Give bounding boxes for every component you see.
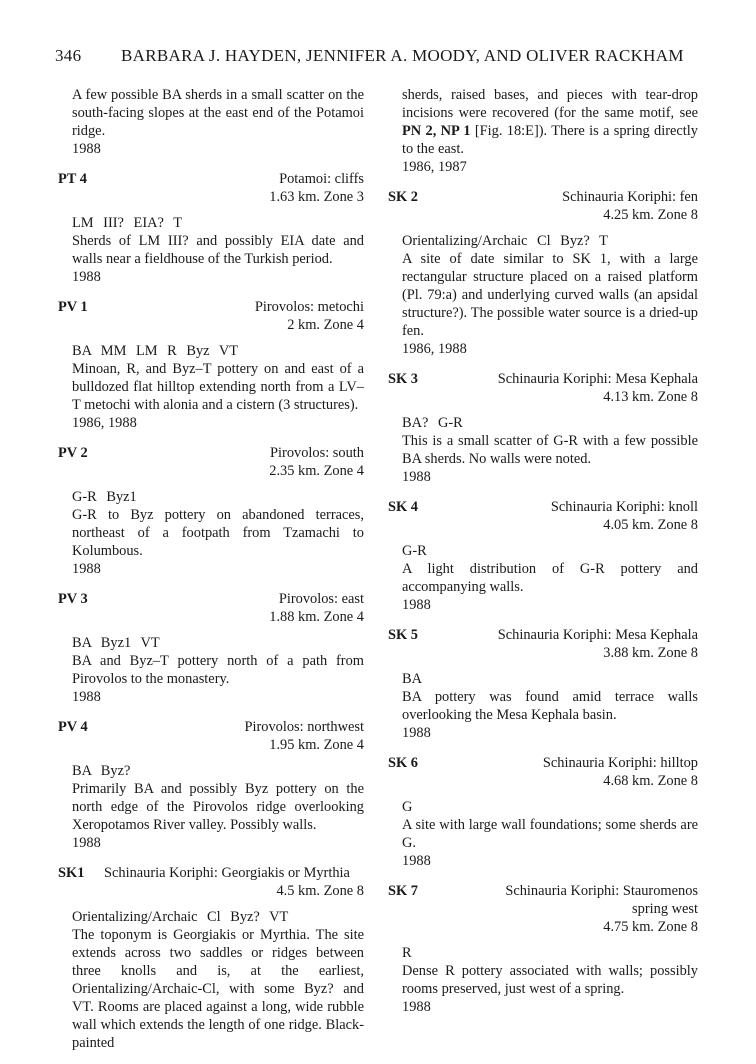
entry-heading [58, 444, 364, 480]
site-dates: LM III? EIA? T [72, 215, 183, 231]
site-dates: BA [402, 671, 422, 687]
site-location: Pirovolos: metochi [254, 299, 364, 315]
site-location: Pirovolos: northwest [244, 719, 364, 735]
site-code: PV 3 [58, 591, 88, 607]
site-distance-zone: 4.68 km. Zone 8 [603, 773, 698, 789]
site-entry [388, 188, 698, 358]
entry-heading [58, 590, 364, 626]
entry-heading [388, 882, 698, 936]
entry-heading [58, 170, 364, 206]
entry-heading [58, 298, 364, 334]
site-entry [58, 170, 364, 286]
site-dates: BA? G-R [402, 415, 463, 431]
right-lead-after: [Fig. 18:E]). There is a spring directly to the east. [402, 123, 698, 157]
site-distance-zone: 4.25 km. Zone 8 [603, 207, 698, 223]
site-code: PV 1 [58, 299, 88, 315]
site-location: Schinauria Koriphi: fen [562, 189, 698, 205]
site-location: Schinauria Koriphi: hilltop [542, 755, 698, 771]
site-distance-zone: 1.88 km. Zone 4 [269, 609, 364, 625]
site-dates: BA Byz? [72, 763, 131, 779]
entry-heading [388, 498, 698, 534]
site-years: 1988 [72, 689, 101, 705]
right-entries [388, 188, 698, 1016]
site-description: BA pottery was found amid terrace walls overlooking the Mesa Kephala basin. [402, 689, 698, 723]
site-entry [58, 718, 364, 852]
site-years: 1988 [72, 561, 101, 577]
entry-heading [58, 864, 364, 900]
site-dates: BA MM LM R Byz VT [72, 343, 239, 359]
left-lead-text: A few possible BA sherds in a small scatter on the south-facing slopes at the east end of the Potamoi ridge. [72, 87, 364, 139]
site-code: SK 2 [388, 189, 418, 205]
site-description: BA and Byz–T pottery north of a path from Pirovolos to the monastery. [72, 653, 364, 687]
site-distance-zone: 4.75 km. Zone 8 [603, 919, 698, 935]
entry-heading [388, 370, 698, 406]
site-distance-zone: 4.5 km. Zone 8 [276, 883, 364, 899]
site-entry [388, 754, 698, 870]
page-number: 346 [55, 46, 82, 65]
site-years: 1988 [402, 597, 431, 613]
right-lead-before: sherds, raised bases, and pieces with tear-drop incisions were recovered (for the same motif, see [402, 87, 698, 121]
site-code: SK 5 [388, 627, 418, 643]
site-description: This is a small scatter of G-R with a few possible BA sherds. No walls were noted. [402, 433, 698, 467]
site-code: SK 7 [388, 883, 418, 899]
site-location: Schinauria Koriphi: Georgiakis or Myrthia [104, 865, 350, 881]
site-entry [388, 626, 698, 742]
site-description: Dense R pottery associated with walls; possibly rooms preserved, just west of a spring. [402, 963, 698, 997]
site-dates: R [402, 945, 412, 961]
site-code: SK 4 [388, 499, 418, 515]
site-years: 1986, 1988 [72, 415, 137, 431]
site-years: 1986, 1988 [402, 341, 467, 357]
site-description: Sherds of LM III? and possibly EIA date and walls near a fieldhouse of the Turkish period. [72, 233, 364, 267]
site-code: PV 4 [58, 719, 88, 735]
site-location: Pirovolos: south [270, 445, 364, 461]
site-years: 1988 [402, 853, 431, 869]
site-dates: BA Byz1 VT [72, 635, 160, 651]
site-years: 1988 [402, 999, 431, 1015]
site-entry [58, 590, 364, 706]
site-location: Schinauria Koriphi: Mesa Kephala [497, 371, 698, 387]
entry-heading [388, 188, 698, 224]
site-entry [388, 882, 698, 1016]
site-distance-zone: 1.63 km. Zone 3 [269, 189, 364, 205]
site-entry [58, 298, 364, 432]
site-distance-zone: 4.05 km. Zone 8 [603, 517, 698, 533]
site-description: A site of date similar to SK 1, with a large rectangular structure placed on a raised platform (Pl. 79:a) and underlying curved walls (an apsidal structure?). The possible water source is a dried-up fen. [402, 251, 698, 339]
right-lead-ref: PN 2, NP 1 [402, 123, 471, 139]
site-distance-zone: 2 km. Zone 4 [287, 317, 364, 333]
running-head-authors: BARBARA J. HAYDEN, JENNIFER A. MOODY, AND OLIVER RACKHAM [121, 46, 684, 65]
site-description: A site with large wall foundations; some sherds are G. [402, 817, 698, 851]
entry-heading [388, 754, 698, 790]
site-years: 1988 [72, 835, 101, 851]
site-distance-zone: 3.88 km. Zone 8 [603, 645, 698, 661]
site-location: Pirovolos: east [278, 591, 364, 607]
site-dates: Orientalizing/Archaic Cl Byz? T [402, 233, 608, 249]
right-column [388, 86, 698, 1028]
right-lead-year: 1986, 1987 [402, 159, 467, 175]
site-distance-zone: 1.95 km. Zone 4 [269, 737, 364, 753]
site-dates: G-R [402, 543, 427, 559]
site-description: A light distribution of G-R pottery and accompanying walls. [402, 561, 698, 595]
left-entries [58, 170, 364, 1052]
site-location: Schinauria Koriphi: Mesa Kephala [497, 627, 698, 643]
right-lead-text [388, 86, 698, 158]
site-description: G-R to Byz pottery on abandoned terraces, northeast of a footpath from Tzamachi to Kolumbous. [72, 507, 364, 559]
site-dates: Orientalizing/Archaic Cl Byz? VT [72, 909, 289, 925]
site-entry [388, 498, 698, 614]
site-years: 1988 [402, 725, 431, 741]
site-location: Schinauria Koriphi: knoll [550, 499, 698, 515]
site-code: PV 2 [58, 445, 88, 461]
entry-heading [388, 626, 698, 662]
site-code: SK 3 [388, 371, 418, 387]
site-entry [58, 444, 364, 578]
site-dates: G-R Byz1 [72, 489, 137, 505]
site-code: SK1 [58, 865, 85, 881]
site-distance-zone: 4.13 km. Zone 8 [603, 389, 698, 405]
site-code: PT 4 [58, 171, 87, 187]
site-description: The toponym is Georgiakis or Myrthia. The site extends across two saddles or ridges between three knolls and is, at the earliest, Orientalizing/Archaic-Cl, with some Byz? and VT. Rooms are placed against a long, wide rubble wall which extends the length of one ridge. Black-painted [72, 927, 364, 1051]
left-lead-year: 1988 [72, 141, 101, 157]
site-entry [388, 370, 698, 486]
site-location: Potamoi: cliffs [279, 171, 364, 187]
site-code: SK 6 [388, 755, 418, 771]
entry-heading [58, 718, 364, 754]
site-dates: G [402, 799, 413, 815]
site-description: Minoan, R, and Byz–T pottery on and east of a bulldozed flat hilltop extending north from a LV–T metochi with alonia and a cistern (3 structures). [72, 361, 364, 413]
left-column [58, 86, 364, 1064]
site-years: 1988 [72, 269, 101, 285]
site-years: 1988 [402, 469, 431, 485]
site-distance-zone: 2.35 km. Zone 4 [269, 463, 364, 479]
site-location: Schinauria Koriphi: Stauromenos spring west [505, 883, 698, 917]
site-description: Primarily BA and possibly Byz pottery on the north edge of the Pirovolos ridge overlooking Xeropotamos River valley. Possibly walls. [72, 781, 364, 833]
